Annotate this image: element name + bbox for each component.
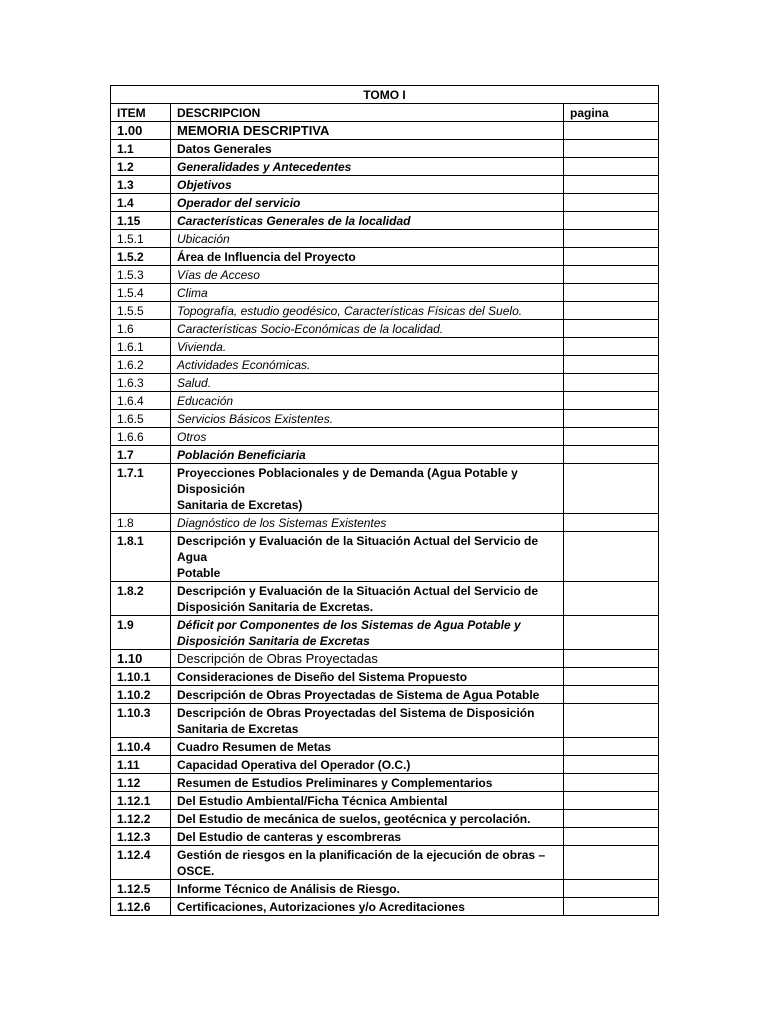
- row-page-number: [564, 704, 659, 738]
- header-row: [111, 104, 659, 122]
- row-item-number: 1.6.1: [111, 338, 171, 356]
- table-row: [111, 792, 659, 810]
- row-page-number: [564, 320, 659, 338]
- table-row: [111, 446, 659, 464]
- table-title: TOMO I: [111, 86, 659, 104]
- row-description: Descripción de Obras Proyectadas del Sistema de Disposición Sanitaria de Excretas: [171, 704, 564, 738]
- row-page-number: [564, 650, 659, 668]
- row-item-number: 1.7: [111, 446, 171, 464]
- table-row: [111, 898, 659, 916]
- row-description: Gestión de riesgos en la planificación de la ejecución de obras – OSCE.: [171, 846, 564, 880]
- row-description: Generalidades y Antecedentes: [171, 158, 564, 176]
- row-page-number: [564, 810, 659, 828]
- row-page-number: [564, 738, 659, 756]
- table-row: [111, 410, 659, 428]
- row-item-number: 1.10.2: [111, 686, 171, 704]
- row-page-number: [564, 582, 659, 616]
- row-item-number: 1.8: [111, 514, 171, 532]
- row-item-number: 1.7.1: [111, 464, 171, 514]
- table-row: [111, 582, 659, 616]
- row-description: Certificaciones, Autorizaciones y/o Acreditaciones: [171, 898, 564, 916]
- table-row: [111, 514, 659, 532]
- row-item-number: 1.5.5: [111, 302, 171, 320]
- row-page-number: [564, 616, 659, 650]
- row-item-number: 1.2: [111, 158, 171, 176]
- row-page-number: [564, 194, 659, 212]
- table-row: [111, 686, 659, 704]
- table-row: [111, 140, 659, 158]
- table-row: [111, 738, 659, 756]
- table-row: [111, 846, 659, 880]
- row-page-number: [564, 792, 659, 810]
- table-row: [111, 320, 659, 338]
- row-page-number: [564, 248, 659, 266]
- row-item-number: 1.12.2: [111, 810, 171, 828]
- row-page-number: [564, 532, 659, 582]
- row-item-number: 1.6.6: [111, 428, 171, 446]
- table-row: [111, 464, 659, 514]
- row-page-number: [564, 284, 659, 302]
- row-page-number: [564, 140, 659, 158]
- row-description: Ubicación: [171, 230, 564, 248]
- row-page-number: [564, 446, 659, 464]
- row-item-number: 1.10.1: [111, 668, 171, 686]
- row-item-number: 1.6.4: [111, 392, 171, 410]
- header-page: pagina: [564, 104, 659, 122]
- table-row: [111, 650, 659, 668]
- row-page-number: [564, 514, 659, 532]
- row-page-number: [564, 828, 659, 846]
- row-description: Diagnóstico de los Sistemas Existentes: [171, 514, 564, 532]
- row-description: Servicios Básicos Existentes.: [171, 410, 564, 428]
- row-description: Topografía, estudio geodésico, Características Físicas del Suelo.: [171, 302, 564, 320]
- row-page-number: [564, 266, 659, 284]
- row-description: Características Generales de la localidad: [171, 212, 564, 230]
- row-item-number: 1.5.3: [111, 266, 171, 284]
- row-description: Déficit por Componentes de los Sistemas de Agua Potable y Disposición Sanitaria de Excretas: [171, 616, 564, 650]
- row-description: Descripción y Evaluación de la Situación Actual del Servicio de Agua Potable: [171, 532, 564, 582]
- row-description: Educación: [171, 392, 564, 410]
- row-page-number: [564, 230, 659, 248]
- row-item-number: 1.12.5: [111, 880, 171, 898]
- row-page-number: [564, 756, 659, 774]
- table-row: [111, 302, 659, 320]
- row-item-number: 1.6: [111, 320, 171, 338]
- row-item-number: 1.6.5: [111, 410, 171, 428]
- row-description: Cuadro Resumen de Metas: [171, 738, 564, 756]
- table-row: [111, 284, 659, 302]
- row-page-number: [564, 774, 659, 792]
- table-row: [111, 774, 659, 792]
- row-page-number: [564, 668, 659, 686]
- row-item-number: 1.3: [111, 176, 171, 194]
- table-row: [111, 176, 659, 194]
- row-item-number: 1.00: [111, 122, 171, 140]
- row-page-number: [564, 338, 659, 356]
- row-description: Área de Influencia del Proyecto: [171, 248, 564, 266]
- row-description: Salud.: [171, 374, 564, 392]
- row-description: Consideraciones de Diseño del Sistema Propuesto: [171, 668, 564, 686]
- row-item-number: 1.8.1: [111, 532, 171, 582]
- row-item-number: 1.12.1: [111, 792, 171, 810]
- table-row: [111, 428, 659, 446]
- row-item-number: 1.4: [111, 194, 171, 212]
- row-page-number: [564, 212, 659, 230]
- row-description: Capacidad Operativa del Operador (O.C.): [171, 756, 564, 774]
- row-item-number: 1.11: [111, 756, 171, 774]
- row-item-number: 1.10.4: [111, 738, 171, 756]
- row-description: Características Socio-Económicas de la localidad.: [171, 320, 564, 338]
- row-description: Descripción y Evaluación de la Situación Actual del Servicio de Disposición Sanitaria de Excretas.: [171, 582, 564, 616]
- table-row: [111, 880, 659, 898]
- row-item-number: 1.5.4: [111, 284, 171, 302]
- row-page-number: [564, 122, 659, 140]
- row-description: Vivienda.: [171, 338, 564, 356]
- row-page-number: [564, 410, 659, 428]
- row-item-number: 1.15: [111, 212, 171, 230]
- row-item-number: 1.5.1: [111, 230, 171, 248]
- header-description: DESCRIPCION: [171, 104, 564, 122]
- row-description: Descripción de Obras Proyectadas: [171, 650, 564, 668]
- title-row: [111, 86, 659, 104]
- row-description: Datos Generales: [171, 140, 564, 158]
- row-description: Del Estudio de canteras y escombreras: [171, 828, 564, 846]
- row-item-number: 1.5.2: [111, 248, 171, 266]
- row-description: Población Beneficiaria: [171, 446, 564, 464]
- row-item-number: 1.6.3: [111, 374, 171, 392]
- row-page-number: [564, 158, 659, 176]
- table-row: [111, 194, 659, 212]
- row-description: Operador del servicio: [171, 194, 564, 212]
- row-description: Descripción de Obras Proyectadas de Sistema de Agua Potable: [171, 686, 564, 704]
- row-item-number: 1.12.4: [111, 846, 171, 880]
- row-item-number: 1.10.3: [111, 704, 171, 738]
- row-item-number: 1.1: [111, 140, 171, 158]
- table-row: [111, 828, 659, 846]
- row-page-number: [564, 686, 659, 704]
- table-row: [111, 356, 659, 374]
- row-description: Clima: [171, 284, 564, 302]
- row-item-number: 1.6.2: [111, 356, 171, 374]
- row-description: Resumen de Estudios Preliminares y Complementarios: [171, 774, 564, 792]
- row-description: Actividades Económicas.: [171, 356, 564, 374]
- row-page-number: [564, 846, 659, 880]
- table-row: [111, 756, 659, 774]
- row-description: Vías de Acceso: [171, 266, 564, 284]
- table-row: [111, 338, 659, 356]
- row-description: Otros: [171, 428, 564, 446]
- row-page-number: [564, 392, 659, 410]
- row-description: MEMORIA DESCRIPTIVA: [171, 122, 564, 140]
- table-row: [111, 248, 659, 266]
- row-page-number: [564, 176, 659, 194]
- row-item-number: 1.12.6: [111, 898, 171, 916]
- row-page-number: [564, 898, 659, 916]
- row-description: Del Estudio Ambiental/Ficha Técnica Ambiental: [171, 792, 564, 810]
- table-row: [111, 532, 659, 582]
- row-page-number: [564, 464, 659, 514]
- row-description: Proyecciones Poblacionales y de Demanda (Agua Potable y Disposición Sanitaria de Excretas): [171, 464, 564, 514]
- table-row: [111, 158, 659, 176]
- table-row: [111, 122, 659, 140]
- table-row: [111, 392, 659, 410]
- row-description: Del Estudio de mecánica de suelos, geotécnica y percolación.: [171, 810, 564, 828]
- table-row: [111, 668, 659, 686]
- table-row: [111, 810, 659, 828]
- table-of-contents: [110, 85, 659, 916]
- table-row: [111, 212, 659, 230]
- table-row: [111, 374, 659, 392]
- row-item-number: 1.9: [111, 616, 171, 650]
- header-item: ITEM: [111, 104, 171, 122]
- row-item-number: 1.12: [111, 774, 171, 792]
- table-row: [111, 616, 659, 650]
- row-page-number: [564, 356, 659, 374]
- row-item-number: 1.8.2: [111, 582, 171, 616]
- row-description: Informe Técnico de Análisis de Riesgo.: [171, 880, 564, 898]
- row-page-number: [564, 302, 659, 320]
- row-item-number: 1.12.3: [111, 828, 171, 846]
- row-page-number: [564, 374, 659, 392]
- row-page-number: [564, 428, 659, 446]
- row-item-number: 1.10: [111, 650, 171, 668]
- table-row: [111, 230, 659, 248]
- row-description: Objetivos: [171, 176, 564, 194]
- row-page-number: [564, 880, 659, 898]
- table-row: [111, 266, 659, 284]
- table-row: [111, 704, 659, 738]
